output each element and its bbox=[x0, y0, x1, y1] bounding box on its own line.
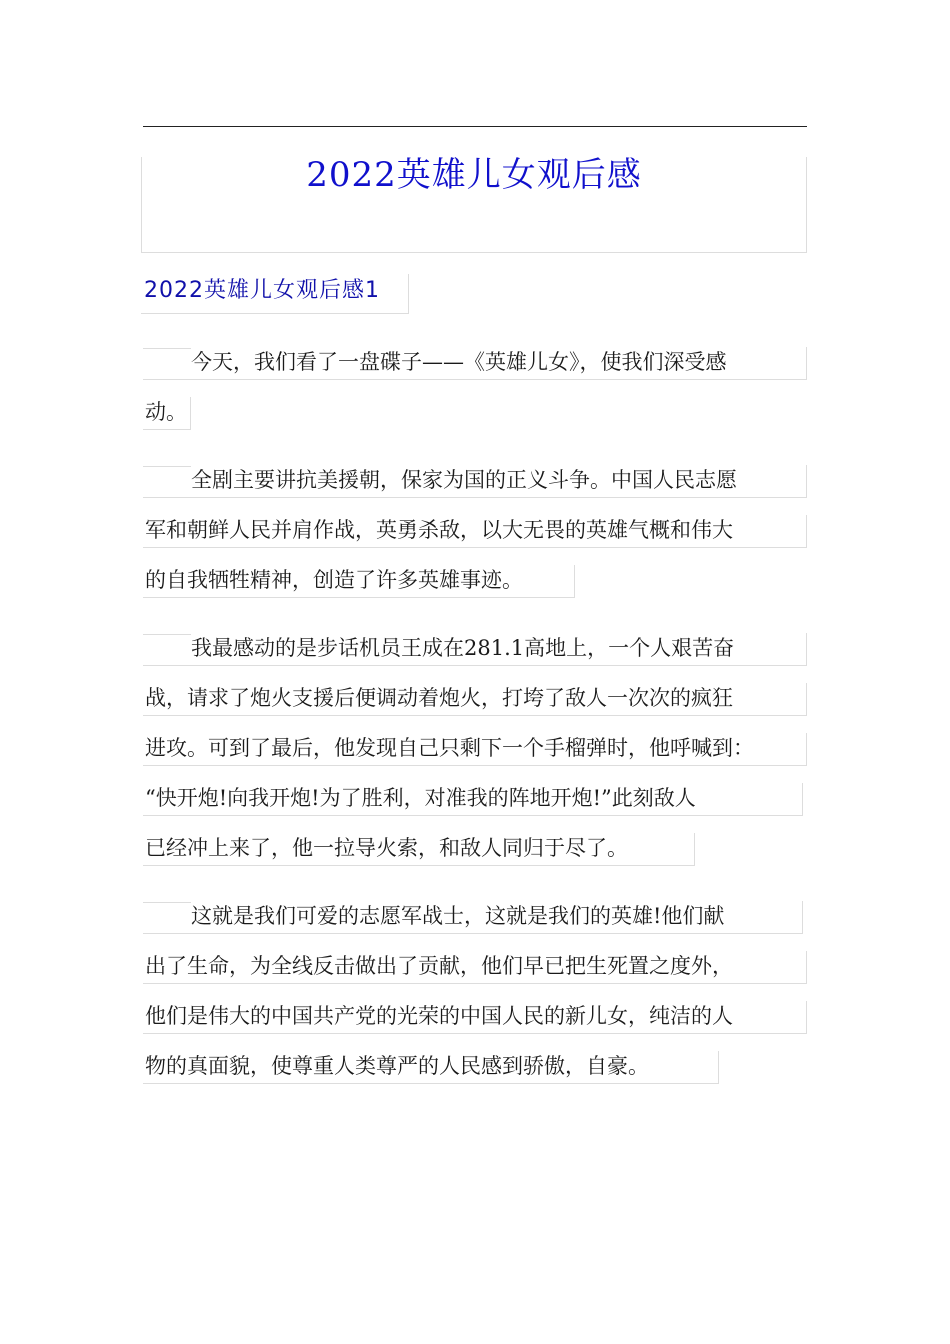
line-text: 军和朝鲜人民并肩作战，英勇杀敌，以大无畏的英雄气概和伟大 bbox=[145, 518, 733, 542]
line-text: 战，请求了炮火支援后便调动着炮火，打垮了敌人一次次的疯狂 bbox=[145, 686, 733, 710]
paragraph-line bbox=[143, 347, 807, 380]
line-text: 进攻。可到了最后，他发现自己只剩下一个手榴弹时，他呼喊到： bbox=[145, 736, 754, 760]
line-text: 出了生命，为全线反击做出了贡献，他们早已把生死置之度外， bbox=[145, 954, 733, 978]
line-text: 他们是伟大的中国共产党的光荣的中国人民的新儿女，纯洁的人 bbox=[145, 1004, 733, 1028]
title-box bbox=[141, 157, 807, 253]
paragraph-line bbox=[143, 683, 807, 716]
paragraph-line bbox=[143, 783, 803, 816]
section-heading-box bbox=[141, 274, 409, 314]
section-heading: 2022英雄儿女观后感1 bbox=[144, 278, 380, 303]
paragraph-line bbox=[143, 833, 695, 866]
paragraph-line bbox=[143, 901, 803, 934]
line-text: 动。 bbox=[145, 400, 187, 424]
paragraph-line bbox=[143, 397, 191, 430]
paragraph-line bbox=[143, 1051, 719, 1084]
paragraph-line bbox=[143, 951, 807, 984]
line-text: 全剧主要讲抗美援朝，保家为国的正义斗争。中国人民志愿 bbox=[191, 468, 737, 492]
paragraph-line bbox=[143, 733, 807, 766]
paragraph-line bbox=[143, 1001, 807, 1034]
header-rule bbox=[143, 126, 807, 127]
paragraph-line bbox=[143, 633, 807, 666]
paragraph-line bbox=[143, 515, 807, 548]
paragraph-line bbox=[143, 465, 807, 498]
line-text: 已经冲上来了，他一拉导火索，和敌人同归于尽了。 bbox=[145, 836, 628, 860]
paragraph-line bbox=[143, 565, 575, 598]
line-text: 的自我牺牲精神，创造了许多英雄事迹。 bbox=[145, 568, 523, 592]
line-text: 这就是我们可爱的志愿军战士，这就是我们的英雄!他们献 bbox=[191, 904, 725, 928]
line-text: 物的真面貌，使尊重人类尊严的人民感到骄傲，自豪。 bbox=[145, 1054, 649, 1078]
line-text: “快开炮!向我开炮!为了胜利，对准我的阵地开炮!”此刻敌人 bbox=[145, 786, 696, 810]
line-text: 我最感动的是步话机员王成在281.1高地上，一个人艰苦奋 bbox=[191, 636, 735, 660]
line-text: 今天，我们看了一盘碟子——《英雄儿女》，使我们深受感 bbox=[191, 350, 727, 374]
document-title: 2022英雄儿女观后感 bbox=[306, 155, 642, 195]
